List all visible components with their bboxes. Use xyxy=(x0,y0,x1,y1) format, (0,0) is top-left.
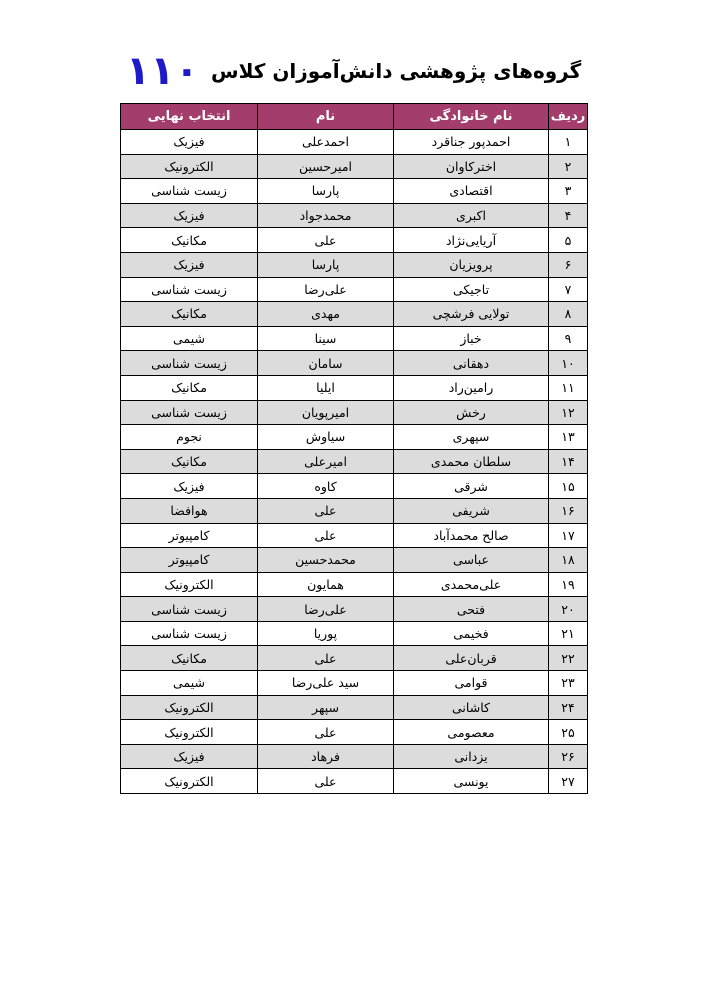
last-name-cell: رامین‌راد xyxy=(394,375,549,400)
last-name-cell: فتحی xyxy=(394,597,549,622)
table-row xyxy=(121,449,588,474)
row-number-cell: ۹ xyxy=(549,326,588,351)
first-name-cell: سینا xyxy=(258,326,394,351)
row-number-cell: ۲۴ xyxy=(549,695,588,720)
row-number-cell: ۲ xyxy=(549,154,588,179)
table-row xyxy=(121,425,588,450)
first-name-cell: کاوه xyxy=(258,474,394,499)
first-name-cell: پارسا xyxy=(258,252,394,277)
last-name-cell: احمدپور جناقرد xyxy=(394,130,549,155)
final-choice-cell: هوافضا xyxy=(121,498,258,523)
row-number-cell: ۷ xyxy=(549,277,588,302)
final-choice-cell: مکانیک xyxy=(121,228,258,253)
row-number-cell: ۲۲ xyxy=(549,646,588,671)
last-name-cell: رخش xyxy=(394,400,549,425)
first-name-cell: سیاوش xyxy=(258,425,394,450)
row-number-cell: ۸ xyxy=(549,302,588,327)
last-name-cell: سلطان محمدی xyxy=(394,449,549,474)
row-number-cell: ۳ xyxy=(549,179,588,204)
table-row xyxy=(121,744,588,769)
first-name-cell: محمدحسین xyxy=(258,548,394,573)
final-choice-cell: شیمی xyxy=(121,671,258,696)
table-row xyxy=(121,277,588,302)
class-number: ۱۱۰ xyxy=(125,48,199,94)
table-row xyxy=(121,474,588,499)
first-name-cell: امیرپویان xyxy=(258,400,394,425)
table-row xyxy=(121,228,588,253)
header-row-number: ردیف xyxy=(549,104,588,130)
first-name-cell: علی xyxy=(258,646,394,671)
table-row xyxy=(121,130,588,155)
row-number-cell: ۱۲ xyxy=(549,400,588,425)
last-name-cell: قربان‌علی xyxy=(394,646,549,671)
final-choice-cell: زیست شناسی xyxy=(121,597,258,622)
header-last-name: نام خانوادگی xyxy=(394,104,549,130)
row-number-cell: ۶ xyxy=(549,252,588,277)
table-row xyxy=(121,203,588,228)
row-number-cell: ۱۱ xyxy=(549,375,588,400)
table-body xyxy=(121,130,588,794)
last-name-cell: قوامی xyxy=(394,671,549,696)
table-row xyxy=(121,326,588,351)
page-title xyxy=(0,46,707,96)
final-choice-cell: زیست شناسی xyxy=(121,621,258,646)
last-name-cell: یزدانی xyxy=(394,744,549,769)
first-name-cell: پوریا xyxy=(258,621,394,646)
table-row xyxy=(121,769,588,794)
table-row xyxy=(121,671,588,696)
first-name-cell: علی xyxy=(258,228,394,253)
last-name-cell: کاشانی xyxy=(394,695,549,720)
header-first-name: نام xyxy=(258,104,394,130)
table-row xyxy=(121,252,588,277)
table-row xyxy=(121,646,588,671)
row-number-cell: ۱۹ xyxy=(549,572,588,597)
last-name-cell: فخیمی xyxy=(394,621,549,646)
first-name-cell: سید علی‌رضا xyxy=(258,671,394,696)
last-name-cell: معصومی xyxy=(394,720,549,745)
final-choice-cell: الکترونیک xyxy=(121,769,258,794)
final-choice-cell: فیزیک xyxy=(121,252,258,277)
table-row xyxy=(121,302,588,327)
first-name-cell: فرهاد xyxy=(258,744,394,769)
first-name-cell: پارسا xyxy=(258,179,394,204)
last-name-cell: شریفی xyxy=(394,498,549,523)
last-name-cell: سپهری xyxy=(394,425,549,450)
row-number-cell: ۴ xyxy=(549,203,588,228)
table-header-row xyxy=(121,104,588,130)
final-choice-cell: الکترونیک xyxy=(121,720,258,745)
final-choice-cell: مکانیک xyxy=(121,302,258,327)
first-name-cell: سپهر xyxy=(258,695,394,720)
row-number-cell: ۱۶ xyxy=(549,498,588,523)
first-name-cell: مهدی xyxy=(258,302,394,327)
last-name-cell: اقتصادی xyxy=(394,179,549,204)
final-choice-cell: الکترونیک xyxy=(121,154,258,179)
last-name-cell: آریایی‌نژاد xyxy=(394,228,549,253)
final-choice-cell: زیست شناسی xyxy=(121,277,258,302)
header-final-choice: انتخاب نهایی xyxy=(121,104,258,130)
row-number-cell: ۵ xyxy=(549,228,588,253)
last-name-cell: یونسی xyxy=(394,769,549,794)
row-number-cell: ۱ xyxy=(549,130,588,155)
table-row xyxy=(121,154,588,179)
row-number-cell: ۱۷ xyxy=(549,523,588,548)
final-choice-cell: فیزیک xyxy=(121,203,258,228)
final-choice-cell: مکانیک xyxy=(121,375,258,400)
table-row xyxy=(121,572,588,597)
first-name-cell: علی‌رضا xyxy=(258,277,394,302)
final-choice-cell: نجوم xyxy=(121,425,258,450)
table-row xyxy=(121,597,588,622)
first-name-cell: علی xyxy=(258,769,394,794)
first-name-cell: امیرعلی xyxy=(258,449,394,474)
first-name-cell: علی‌رضا xyxy=(258,597,394,622)
final-choice-cell: شیمی xyxy=(121,326,258,351)
first-name-cell: علی xyxy=(258,720,394,745)
last-name-cell: خباز xyxy=(394,326,549,351)
last-name-cell: اخترکاوان xyxy=(394,154,549,179)
row-number-cell: ۱۸ xyxy=(549,548,588,573)
first-name-cell: علی xyxy=(258,498,394,523)
table-row xyxy=(121,498,588,523)
row-number-cell: ۱۰ xyxy=(549,351,588,376)
final-choice-cell: زیست شناسی xyxy=(121,179,258,204)
table-row xyxy=(121,351,588,376)
student-groups-table-container xyxy=(120,103,587,794)
final-choice-cell: مکانیک xyxy=(121,449,258,474)
student-groups-table xyxy=(120,103,588,794)
last-name-cell: دهقانی xyxy=(394,351,549,376)
final-choice-cell: کامپیوتر xyxy=(121,523,258,548)
final-choice-cell: کامپیوتر xyxy=(121,548,258,573)
table-row xyxy=(121,179,588,204)
table-row xyxy=(121,375,588,400)
first-name-cell: ایلیا xyxy=(258,375,394,400)
first-name-cell: علی xyxy=(258,523,394,548)
row-number-cell: ۲۵ xyxy=(549,720,588,745)
first-name-cell: سامان xyxy=(258,351,394,376)
last-name-cell: علی‌محمدی xyxy=(394,572,549,597)
row-number-cell: ۱۴ xyxy=(549,449,588,474)
row-number-cell: ۲۱ xyxy=(549,621,588,646)
final-choice-cell: زیست شناسی xyxy=(121,351,258,376)
first-name-cell: امیرحسین xyxy=(258,154,394,179)
row-number-cell: ۲۰ xyxy=(549,597,588,622)
row-number-cell: ۲۳ xyxy=(549,671,588,696)
last-name-cell: پرویزیان xyxy=(394,252,549,277)
row-number-cell: ۱۳ xyxy=(549,425,588,450)
table-row xyxy=(121,621,588,646)
final-choice-cell: الکترونیک xyxy=(121,572,258,597)
table-row xyxy=(121,548,588,573)
table-row xyxy=(121,695,588,720)
last-name-cell: صالح محمدآباد xyxy=(394,523,549,548)
final-choice-cell: الکترونیک xyxy=(121,695,258,720)
table-row xyxy=(121,720,588,745)
row-number-cell: ۲۶ xyxy=(549,744,588,769)
last-name-cell: عباسی xyxy=(394,548,549,573)
table-row xyxy=(121,400,588,425)
first-name-cell: همایون xyxy=(258,572,394,597)
final-choice-cell: فیزیک xyxy=(121,744,258,769)
final-choice-cell: فیزیک xyxy=(121,474,258,499)
last-name-cell: تولایی فرشچی xyxy=(394,302,549,327)
table-row xyxy=(121,523,588,548)
last-name-cell: شرقی xyxy=(394,474,549,499)
final-choice-cell: زیست شناسی xyxy=(121,400,258,425)
first-name-cell: احمدعلی xyxy=(258,130,394,155)
last-name-cell: اکبری xyxy=(394,203,549,228)
last-name-cell: تاجیکی xyxy=(394,277,549,302)
row-number-cell: ۱۵ xyxy=(549,474,588,499)
final-choice-cell: مکانیک xyxy=(121,646,258,671)
first-name-cell: محمدجواد xyxy=(258,203,394,228)
title-text: گروه‌های پژوهشی دانش‌آموزان کلاس xyxy=(210,59,582,83)
row-number-cell: ۲۷ xyxy=(549,769,588,794)
final-choice-cell: فیزیک xyxy=(121,130,258,155)
